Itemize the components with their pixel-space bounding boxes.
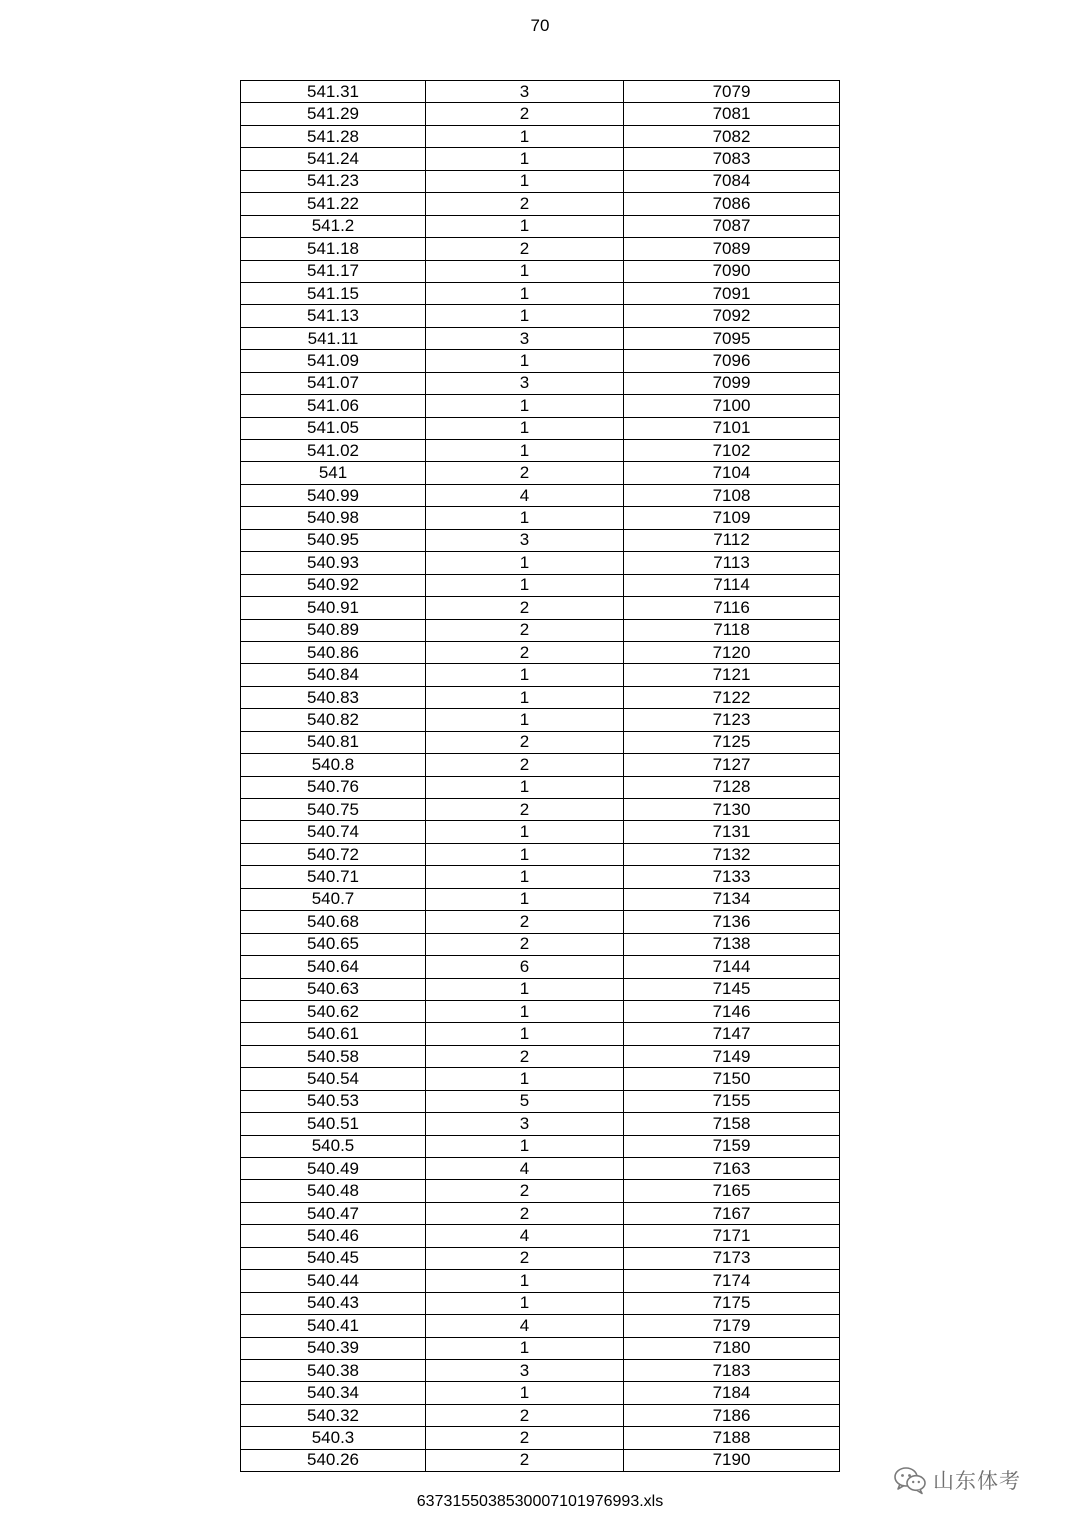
cumulative-cell: 7147: [624, 1023, 840, 1045]
cumulative-cell: 7116: [624, 597, 840, 619]
cumulative-cell: 7158: [624, 1113, 840, 1135]
score-cell: 540.95: [241, 529, 426, 551]
count-cell: 1: [426, 821, 624, 843]
score-cell: 540.81: [241, 731, 426, 753]
table-row: [241, 462, 840, 484]
cumulative-cell: 7130: [624, 799, 840, 821]
table-row: [241, 103, 840, 125]
cumulative-cell: 7120: [624, 641, 840, 663]
count-cell: 1: [426, 574, 624, 596]
score-cell: 541.31: [241, 81, 426, 103]
table-row: [241, 1449, 840, 1471]
score-cell: 540.89: [241, 619, 426, 641]
score-cell: 540.82: [241, 709, 426, 731]
count-cell: 2: [426, 1404, 624, 1426]
table-row: [241, 484, 840, 506]
table-body: [241, 81, 840, 1472]
score-cell: 540.7: [241, 888, 426, 910]
score-cell: 541.23: [241, 170, 426, 192]
table-row: [241, 260, 840, 282]
score-cell: 540.53: [241, 1090, 426, 1112]
cumulative-cell: 7087: [624, 215, 840, 237]
count-cell: 2: [426, 103, 624, 125]
count-cell: 2: [426, 1449, 624, 1471]
count-cell: 1: [426, 507, 624, 529]
table-row: [241, 1090, 840, 1112]
score-cell: 540.91: [241, 597, 426, 619]
score-cell: 541.07: [241, 372, 426, 394]
score-cell: 540.39: [241, 1337, 426, 1359]
table-row: [241, 1225, 840, 1247]
score-cell: 540.74: [241, 821, 426, 843]
table-row: [241, 799, 840, 821]
count-cell: 1: [426, 395, 624, 417]
table-row: [241, 170, 840, 192]
cumulative-cell: 7131: [624, 821, 840, 843]
table-row: [241, 1337, 840, 1359]
score-cell: 541.2: [241, 215, 426, 237]
table-row: [241, 193, 840, 215]
table-row: [241, 686, 840, 708]
cumulative-cell: 7132: [624, 843, 840, 865]
cumulative-cell: 7127: [624, 754, 840, 776]
cumulative-cell: 7167: [624, 1202, 840, 1224]
score-cell: 540.98: [241, 507, 426, 529]
cumulative-cell: 7102: [624, 440, 840, 462]
score-cell: 540.62: [241, 1000, 426, 1022]
score-cell: 540.41: [241, 1315, 426, 1337]
cumulative-cell: 7121: [624, 664, 840, 686]
score-cell: 541.06: [241, 395, 426, 417]
count-cell: 2: [426, 619, 624, 641]
cumulative-cell: 7145: [624, 978, 840, 1000]
table-row: [241, 978, 840, 1000]
table-row: [241, 507, 840, 529]
cumulative-cell: 7079: [624, 81, 840, 103]
score-cell: 540.99: [241, 484, 426, 506]
count-cell: 1: [426, 282, 624, 304]
score-cell: 540.3: [241, 1427, 426, 1449]
score-cell: 541.02: [241, 440, 426, 462]
cumulative-cell: 7138: [624, 933, 840, 955]
cumulative-cell: 7144: [624, 956, 840, 978]
score-cell: 540.61: [241, 1023, 426, 1045]
score-cell: 541.29: [241, 103, 426, 125]
score-cell: 540.72: [241, 843, 426, 865]
table-row: [241, 843, 840, 865]
count-cell: 2: [426, 933, 624, 955]
table-row: [241, 81, 840, 103]
score-cell: 541.15: [241, 282, 426, 304]
count-cell: 1: [426, 552, 624, 574]
score-cell: 540.26: [241, 1449, 426, 1471]
cumulative-cell: 7118: [624, 619, 840, 641]
cumulative-cell: 7096: [624, 350, 840, 372]
score-table: [240, 80, 840, 1472]
count-cell: 1: [426, 1337, 624, 1359]
table-row: [241, 552, 840, 574]
count-cell: 2: [426, 1427, 624, 1449]
count-cell: 2: [426, 238, 624, 260]
table-row: [241, 327, 840, 349]
table-row: [241, 1270, 840, 1292]
cumulative-cell: 7183: [624, 1359, 840, 1381]
cumulative-cell: 7155: [624, 1090, 840, 1112]
count-cell: 2: [426, 754, 624, 776]
cumulative-cell: 7149: [624, 1045, 840, 1067]
table-row: [241, 1045, 840, 1067]
cumulative-cell: 7086: [624, 193, 840, 215]
count-cell: 4: [426, 1315, 624, 1337]
count-cell: 3: [426, 1359, 624, 1381]
count-cell: 2: [426, 597, 624, 619]
cumulative-cell: 7165: [624, 1180, 840, 1202]
score-cell: 540.63: [241, 978, 426, 1000]
cumulative-cell: 7104: [624, 462, 840, 484]
score-cell: 541.24: [241, 148, 426, 170]
table-row: [241, 754, 840, 776]
score-cell: 540.5: [241, 1135, 426, 1157]
count-cell: 2: [426, 462, 624, 484]
cumulative-cell: 7091: [624, 282, 840, 304]
score-cell: 541.28: [241, 125, 426, 147]
table-row: [241, 1113, 840, 1135]
score-cell: 540.43: [241, 1292, 426, 1314]
table-row: [241, 1427, 840, 1449]
table-row: [241, 215, 840, 237]
count-cell: 1: [426, 1000, 624, 1022]
cumulative-cell: 7109: [624, 507, 840, 529]
cumulative-cell: 7136: [624, 911, 840, 933]
table-row: [241, 574, 840, 596]
cumulative-cell: 7082: [624, 125, 840, 147]
cumulative-cell: 7146: [624, 1000, 840, 1022]
table-row: [241, 1315, 840, 1337]
cumulative-cell: 7081: [624, 103, 840, 125]
count-cell: 1: [426, 686, 624, 708]
score-cell: 540.71: [241, 866, 426, 888]
count-cell: 1: [426, 709, 624, 731]
score-cell: 540.44: [241, 1270, 426, 1292]
count-cell: 1: [426, 1068, 624, 1090]
score-cell: 540.8: [241, 754, 426, 776]
count-cell: 3: [426, 372, 624, 394]
score-cell: 540.65: [241, 933, 426, 955]
score-cell: 540.93: [241, 552, 426, 574]
score-cell: 540.48: [241, 1180, 426, 1202]
count-cell: 2: [426, 1202, 624, 1224]
table-row: [241, 350, 840, 372]
cumulative-cell: 7108: [624, 484, 840, 506]
count-cell: 6: [426, 956, 624, 978]
score-cell: 540.84: [241, 664, 426, 686]
cumulative-cell: 7180: [624, 1337, 840, 1359]
score-cell: 540.83: [241, 686, 426, 708]
count-cell: 3: [426, 529, 624, 551]
table-row: [241, 641, 840, 663]
score-cell: 540.64: [241, 956, 426, 978]
watermark: [893, 1462, 1021, 1498]
score-cell: 541.22: [241, 193, 426, 215]
wechat-icon: [893, 1465, 927, 1495]
source-filename: 637315503853000710197699​3.xls: [416, 1493, 664, 1510]
table-row: [241, 619, 840, 641]
table-row: [241, 776, 840, 798]
table-row: [241, 911, 840, 933]
cumulative-cell: 7128: [624, 776, 840, 798]
table-row: [241, 1202, 840, 1224]
table-row: [241, 821, 840, 843]
table-row: [241, 440, 840, 462]
cumulative-cell: 7150: [624, 1068, 840, 1090]
count-cell: 1: [426, 888, 624, 910]
count-cell: 1: [426, 305, 624, 327]
table-row: [241, 1023, 840, 1045]
page-number: 70: [530, 16, 550, 35]
cumulative-cell: 7083: [624, 148, 840, 170]
cumulative-cell: 7179: [624, 1315, 840, 1337]
cumulative-cell: 7171: [624, 1225, 840, 1247]
count-cell: 1: [426, 350, 624, 372]
score-cell: 541.05: [241, 417, 426, 439]
count-cell: 3: [426, 1113, 624, 1135]
count-cell: 4: [426, 1158, 624, 1180]
count-cell: 1: [426, 417, 624, 439]
count-cell: 1: [426, 843, 624, 865]
score-cell: 541.09: [241, 350, 426, 372]
cumulative-cell: 7112: [624, 529, 840, 551]
table-row: [241, 305, 840, 327]
count-cell: 2: [426, 1247, 624, 1269]
score-cell: 540.46: [241, 1225, 426, 1247]
cumulative-cell: 7095: [624, 327, 840, 349]
count-cell: 4: [426, 1225, 624, 1247]
score-cell: 541.11: [241, 327, 426, 349]
count-cell: 1: [426, 866, 624, 888]
table-row: [241, 1292, 840, 1314]
cumulative-cell: 7100: [624, 395, 840, 417]
table-row: [241, 1000, 840, 1022]
score-cell: 540.49: [241, 1158, 426, 1180]
cumulative-cell: 7134: [624, 888, 840, 910]
count-cell: 1: [426, 776, 624, 798]
table-row: [241, 731, 840, 753]
score-cell: 540.86: [241, 641, 426, 663]
table-row: [241, 238, 840, 260]
cumulative-cell: 7113: [624, 552, 840, 574]
count-cell: 1: [426, 978, 624, 1000]
count-cell: 1: [426, 440, 624, 462]
score-cell: 540.45: [241, 1247, 426, 1269]
count-cell: 1: [426, 664, 624, 686]
cumulative-cell: 7175: [624, 1292, 840, 1314]
table-row: [241, 1382, 840, 1404]
count-cell: 1: [426, 215, 624, 237]
cumulative-cell: 7184: [624, 1382, 840, 1404]
count-cell: 2: [426, 641, 624, 663]
table-row: [241, 395, 840, 417]
table-row: [241, 1404, 840, 1426]
count-cell: 1: [426, 260, 624, 282]
count-cell: 1: [426, 1135, 624, 1157]
table-row: [241, 597, 840, 619]
table-row: [241, 1359, 840, 1381]
count-cell: 2: [426, 911, 624, 933]
table-row: [241, 1247, 840, 1269]
score-cell: 540.32: [241, 1404, 426, 1426]
table-row: [241, 709, 840, 731]
cumulative-cell: 7159: [624, 1135, 840, 1157]
table-row: [241, 372, 840, 394]
score-cell: 540.34: [241, 1382, 426, 1404]
count-cell: 1: [426, 1270, 624, 1292]
table-row: [241, 417, 840, 439]
watermark-text: 山东体考: [933, 1469, 1021, 1493]
cumulative-cell: 7084: [624, 170, 840, 192]
table-row: [241, 866, 840, 888]
score-cell: 540.51: [241, 1113, 426, 1135]
table-row: [241, 125, 840, 147]
cumulative-cell: 7186: [624, 1404, 840, 1426]
table-row: [241, 148, 840, 170]
score-cell: 541.13: [241, 305, 426, 327]
table-row: [241, 664, 840, 686]
count-cell: 1: [426, 125, 624, 147]
cumulative-cell: 7122: [624, 686, 840, 708]
score-cell: 540.75: [241, 799, 426, 821]
table-row: [241, 1135, 840, 1157]
table-row: [241, 956, 840, 978]
table-row: [241, 1068, 840, 1090]
count-cell: 2: [426, 193, 624, 215]
cumulative-cell: 7163: [624, 1158, 840, 1180]
count-cell: 1: [426, 1382, 624, 1404]
count-cell: 1: [426, 1023, 624, 1045]
score-cell: 540.54: [241, 1068, 426, 1090]
cumulative-cell: 7188: [624, 1427, 840, 1449]
score-cell: 540.92: [241, 574, 426, 596]
cumulative-cell: 7090: [624, 260, 840, 282]
cumulative-cell: 7173: [624, 1247, 840, 1269]
score-cell: 540.47: [241, 1202, 426, 1224]
count-cell: 3: [426, 81, 624, 103]
cumulative-cell: 7089: [624, 238, 840, 260]
table-row: [241, 282, 840, 304]
cumulative-cell: 7133: [624, 866, 840, 888]
score-cell: 541.17: [241, 260, 426, 282]
count-cell: 2: [426, 1045, 624, 1067]
count-cell: 3: [426, 327, 624, 349]
cumulative-cell: 7190: [624, 1449, 840, 1471]
cumulative-cell: 7125: [624, 731, 840, 753]
cumulative-cell: 7174: [624, 1270, 840, 1292]
count-cell: 2: [426, 731, 624, 753]
count-cell: 5: [426, 1090, 624, 1112]
cumulative-cell: 7123: [624, 709, 840, 731]
cumulative-cell: 7114: [624, 574, 840, 596]
table-row: [241, 933, 840, 955]
score-cell: 541: [241, 462, 426, 484]
cumulative-cell: 7092: [624, 305, 840, 327]
cumulative-cell: 7099: [624, 372, 840, 394]
table-row: [241, 529, 840, 551]
table-row: [241, 1180, 840, 1202]
score-cell: 540.76: [241, 776, 426, 798]
table-row: [241, 1158, 840, 1180]
cumulative-cell: 7101: [624, 417, 840, 439]
count-cell: 1: [426, 170, 624, 192]
score-cell: 540.38: [241, 1359, 426, 1381]
count-cell: 1: [426, 148, 624, 170]
count-cell: 4: [426, 484, 624, 506]
score-cell: 540.68: [241, 911, 426, 933]
table-row: [241, 888, 840, 910]
count-cell: 2: [426, 1180, 624, 1202]
score-cell: 540.58: [241, 1045, 426, 1067]
count-cell: 2: [426, 799, 624, 821]
score-cell: 541.18: [241, 238, 426, 260]
count-cell: 1: [426, 1292, 624, 1314]
